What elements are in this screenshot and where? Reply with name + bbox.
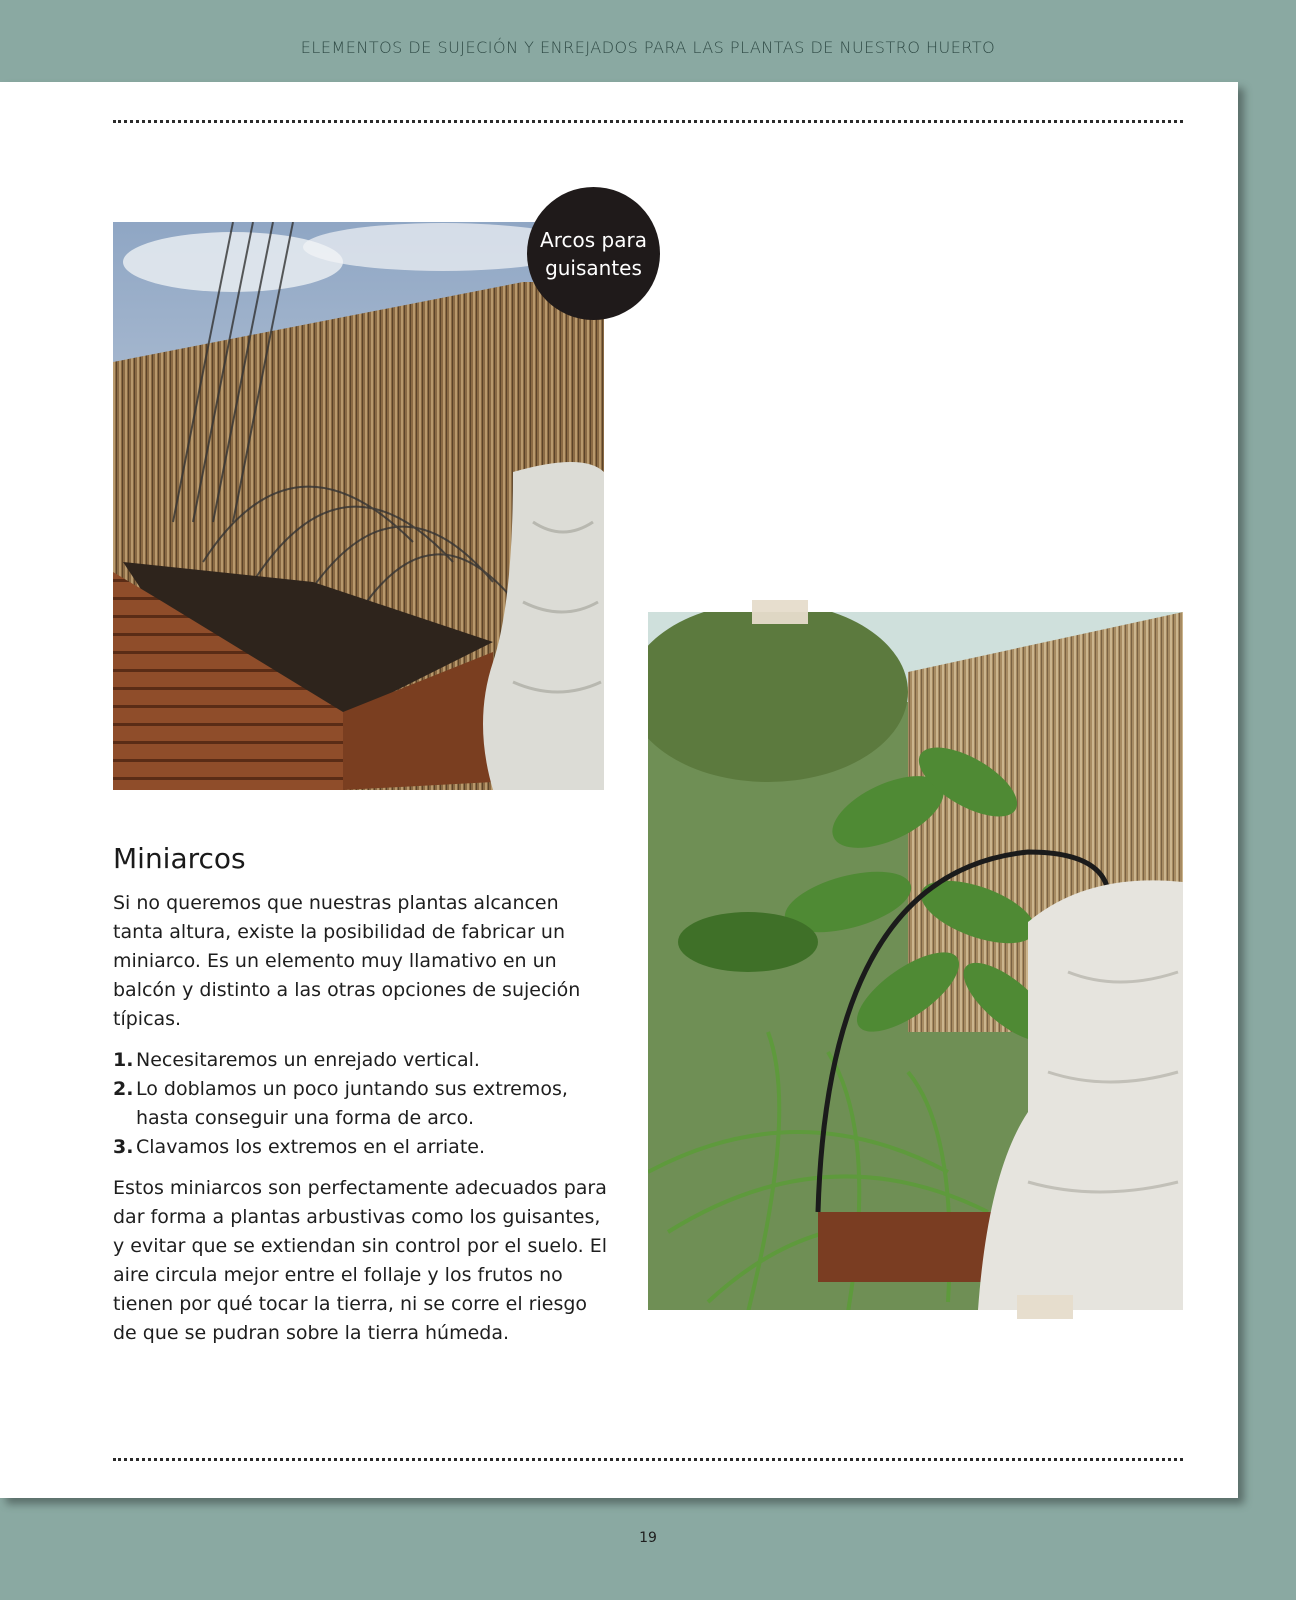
top-dotted-divider [113, 120, 1183, 123]
badge-line-2: guisantes [545, 255, 642, 280]
steps-list [113, 1046, 613, 1162]
section-badge [527, 187, 660, 320]
photo-pepper-plant [648, 612, 1183, 1310]
closing-paragraph: Estos miniarcos son perfectamente adecuados para dar forma a plantas arbustivas como los guisantes, y evitar que se extiendan sin control por el suelo. El aire circula mejor entre el follaje y los frutos no tienen por qué tocar la tierra, ni se corre el riesgo de que se pudran sobre la tierra húmeda. [113, 1177, 608, 1344]
photo-planter-arches [113, 222, 604, 790]
list-item: 1. Necesitaremos un enrejado vertical. [113, 1049, 480, 1071]
list-item: 3. Clavamos los extremos en el arriate. [113, 1136, 486, 1158]
page-number: 19 [639, 1530, 657, 1546]
section-title: Miniarcos [113, 842, 246, 875]
tape-strip-top [752, 600, 808, 624]
badge-line-1: Arcos para [540, 227, 647, 252]
page [0, 82, 1238, 1498]
list-item: 2. Lo doblamos un poco juntando sus extremos, hasta conseguir una forma de arco. [113, 1078, 568, 1129]
running-header: ELEMENTOS DE SUJECIÓN Y ENREJADOS PARA LAS PLANTAS DE NUESTRO HUERTO [300, 38, 996, 57]
bottom-dotted-divider [113, 1458, 1183, 1461]
article-text [113, 842, 613, 1360]
tape-strip-bottom [1017, 1295, 1073, 1319]
intro-paragraph: Si no queremos que nuestras plantas alcancen tanta altura, existe la posibilidad de fabricar un miniarco. Es un elemento muy llamativo en un balcón y distinto a las otras opciones de sujeción típicas. [113, 892, 581, 1030]
